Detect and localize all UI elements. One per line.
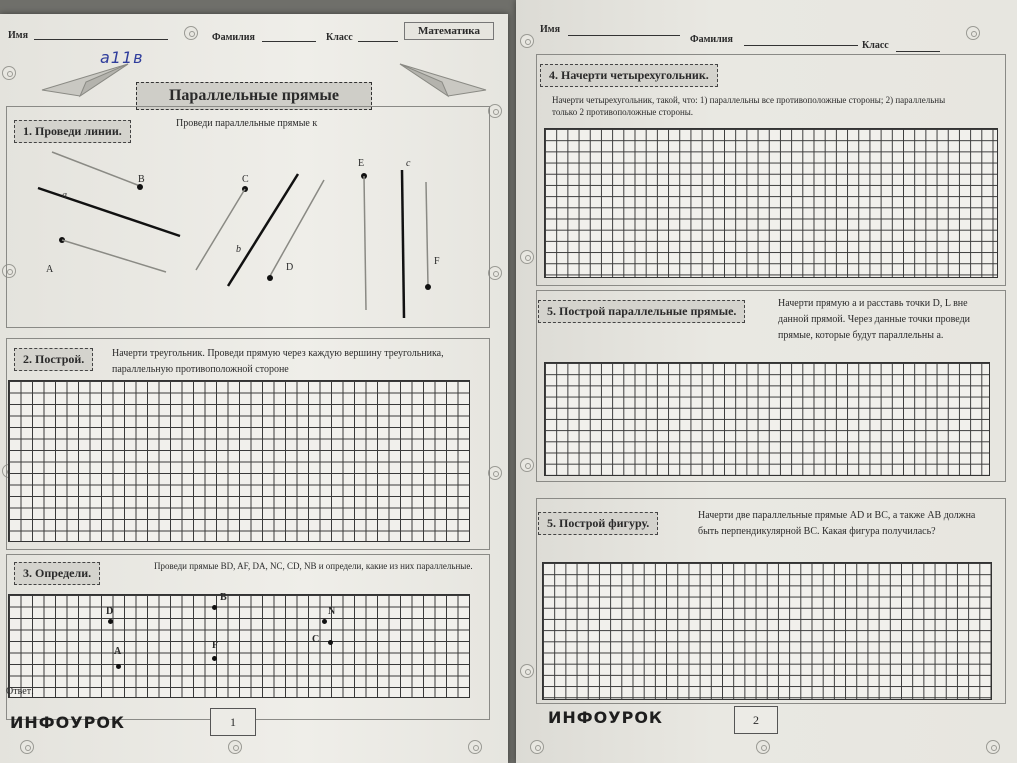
point-b bbox=[212, 605, 217, 610]
flower-ornament-icon bbox=[986, 740, 1000, 754]
handwritten-class: a11в bbox=[100, 48, 144, 67]
point-f bbox=[425, 284, 431, 290]
label-c-point: C bbox=[242, 174, 249, 185]
segment-line bbox=[364, 176, 366, 310]
segment-line bbox=[62, 240, 166, 272]
task5b-text: Начерти две параллельные прямые AD и BC, а также AB должна быть перпендикулярной BC. Какая фигура получилась? bbox=[698, 510, 976, 537]
point-n-label: N bbox=[328, 606, 336, 617]
point-c bbox=[328, 640, 333, 645]
surname-field[interactable] bbox=[262, 32, 316, 42]
task4-text: Начерти четырехугольник, такой, что: 1) параллельны все противоположные стороны; 2) параллельны только 2 противоположные стороны. bbox=[552, 95, 946, 117]
task1-label: 1. Проведи линии. bbox=[14, 120, 131, 143]
surname-label: Фамилия bbox=[690, 34, 733, 45]
page-number: 2 bbox=[734, 706, 778, 734]
flower-ornament-icon bbox=[530, 740, 544, 754]
task5b-label: 5. Построй фигуру. bbox=[538, 512, 658, 535]
flower-ornament-icon bbox=[966, 26, 980, 40]
label-a-line: a bbox=[62, 190, 67, 201]
logo-text: ИНФОУРОК bbox=[10, 713, 125, 732]
class-label: Класс bbox=[326, 32, 353, 43]
point-d bbox=[267, 275, 273, 281]
point-n bbox=[322, 619, 327, 624]
task4-label: 4. Начерти четырехугольник. bbox=[540, 64, 718, 87]
task1-drawing[interactable] bbox=[0, 114, 500, 334]
paper-plane-icon bbox=[40, 60, 130, 100]
name-field[interactable] bbox=[568, 26, 680, 36]
logo-text: ИНФОУРОК bbox=[548, 708, 663, 727]
point-a-label: A bbox=[114, 646, 122, 657]
worksheet-page-1 bbox=[0, 14, 508, 763]
task1-text: Проведи параллельные прямые к bbox=[176, 118, 318, 129]
label-d-point: D bbox=[286, 262, 294, 273]
task2-text: Начерти треугольник. Проведи прямую через каждую вершину треугольника, параллельную противоположной стороне bbox=[112, 348, 444, 375]
point-c-label: C bbox=[312, 634, 320, 645]
label-b-line: b bbox=[236, 244, 241, 255]
flower-ornament-icon bbox=[488, 466, 502, 480]
flower-ornament-icon bbox=[520, 458, 534, 472]
task3-label: 3. Определи. bbox=[14, 562, 100, 585]
label-f-point: F bbox=[434, 256, 440, 267]
flower-ornament-icon bbox=[520, 664, 534, 678]
point-a bbox=[116, 664, 121, 669]
label-b: B bbox=[138, 174, 145, 185]
paper-plane-icon bbox=[398, 60, 488, 100]
flower-ornament-icon bbox=[520, 34, 534, 48]
flower-ornament-icon bbox=[756, 740, 770, 754]
task5a-grid[interactable] bbox=[544, 362, 990, 476]
class-field[interactable] bbox=[358, 32, 398, 42]
line-a bbox=[38, 188, 180, 236]
answer-label: Ответ: bbox=[6, 686, 34, 697]
flower-ornament-icon bbox=[20, 740, 34, 754]
subject-box: Математика bbox=[404, 22, 494, 40]
label-a-point: A bbox=[46, 264, 54, 275]
name-label: Имя bbox=[540, 24, 560, 35]
flower-ornament-icon bbox=[2, 66, 16, 80]
segment-line bbox=[196, 189, 245, 270]
point-f bbox=[212, 656, 217, 661]
flower-ornament-icon bbox=[184, 26, 198, 40]
page-title: Параллельные прямые bbox=[136, 82, 372, 110]
point-b-label: B bbox=[220, 592, 227, 603]
flower-ornament-icon bbox=[228, 740, 242, 754]
task5a-text: Начерти прямую a и расставь точки D, L вне данной прямой. Через данные точки проведи прямые, которые будут параллельны a. bbox=[778, 298, 971, 341]
name-label: Имя bbox=[8, 30, 28, 41]
infourok-logo bbox=[548, 708, 663, 727]
infourok-logo bbox=[10, 713, 125, 732]
page-number: 1 bbox=[210, 708, 256, 736]
worksheet-page-2 bbox=[516, 0, 1017, 763]
surname-label: Фамилия bbox=[212, 32, 255, 43]
segment-line bbox=[270, 180, 324, 276]
task3-grid[interactable] bbox=[8, 594, 470, 698]
point-d bbox=[108, 619, 113, 624]
flower-ornament-icon bbox=[520, 250, 534, 264]
class-field[interactable] bbox=[896, 42, 940, 52]
point-f-label: F bbox=[212, 640, 219, 651]
task3-text: Проведи прямые BD, AF, DA, NC, CD, NB и определи, какие из них параллельные. bbox=[154, 561, 473, 571]
flower-ornament-icon bbox=[468, 740, 482, 754]
segment-line bbox=[52, 152, 140, 186]
task2-label: 2. Построй. bbox=[14, 348, 93, 371]
surname-field[interactable] bbox=[744, 36, 858, 46]
label-c-line: c bbox=[406, 158, 411, 169]
line-c bbox=[402, 170, 404, 318]
point-d-label: D bbox=[106, 606, 114, 617]
name-field[interactable] bbox=[34, 30, 168, 40]
task5b-grid[interactable] bbox=[542, 562, 992, 700]
task4-grid[interactable] bbox=[544, 128, 998, 278]
segment-line bbox=[426, 182, 428, 286]
task2-grid[interactable] bbox=[8, 380, 470, 542]
class-label: Класс bbox=[862, 40, 889, 51]
task5a-label: 5. Построй параллельные прямые. bbox=[538, 300, 745, 323]
label-e-point: E bbox=[358, 158, 365, 169]
